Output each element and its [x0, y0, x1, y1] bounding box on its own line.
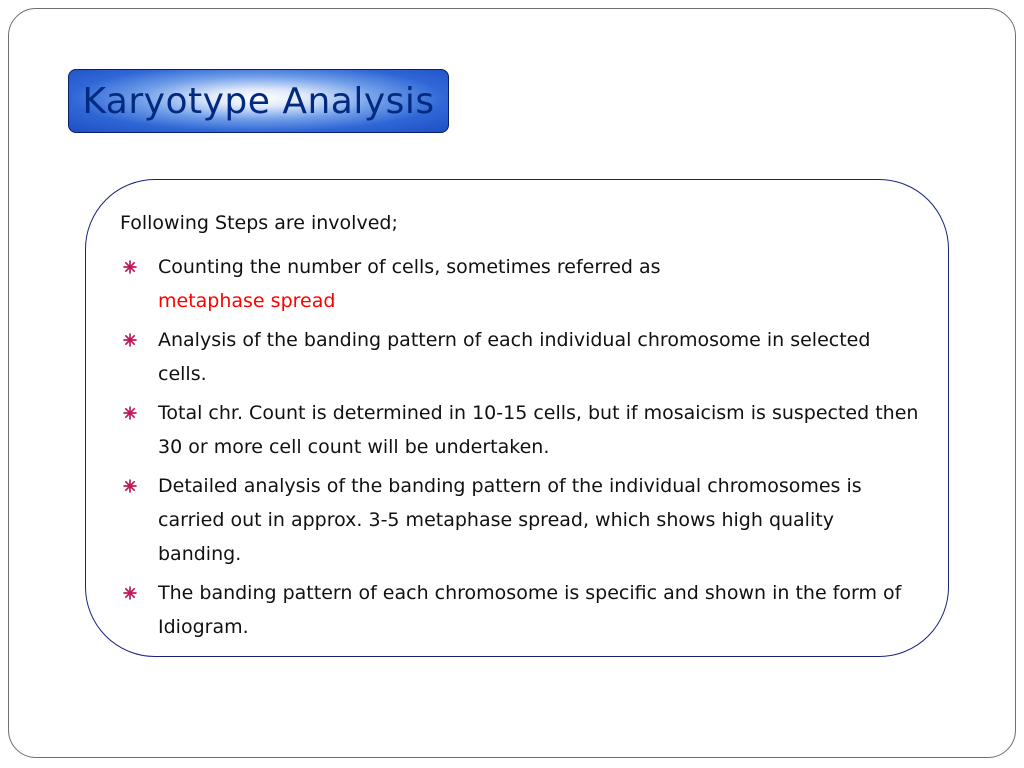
bullet-item-2: [120, 323, 920, 391]
bullet-item-1: [120, 250, 920, 318]
asterisk-bullet-icon: [120, 323, 140, 357]
bullet-item-4: [120, 469, 920, 571]
bullet-text-5: The banding pattern of each chromosome is specific and shown in the form of Idiogram.: [158, 582, 902, 638]
asterisk-bullet-icon: [120, 396, 140, 430]
bullet-highlight-1: metaphase spread: [158, 290, 336, 312]
bullet-text-1: Counting the number of cells, sometimes referred as: [158, 256, 661, 278]
bullet-item-5: [120, 576, 920, 644]
asterisk-bullet-icon: [120, 469, 140, 503]
asterisk-bullet-icon: [120, 250, 140, 284]
bullet-text-2: Analysis of the banding pattern of each individual chromosome in selected cells.: [158, 329, 871, 385]
intro-text: Following Steps are involved;: [120, 212, 398, 234]
title-box: [68, 69, 449, 133]
bullet-text-4: Detailed analysis of the banding pattern of the individual chromosomes is carried out in approx. 3-5 metaphase spread, which shows high quality banding.: [158, 475, 862, 565]
bullet-text-3: Total chr. Count is determined in 10-15 cells, but if mosaicism is suspected then 30 or more cell count will be undertaken.: [158, 402, 919, 458]
bullet-item-3: [120, 396, 920, 464]
asterisk-bullet-icon: [120, 576, 140, 610]
slide-title: Karyotype Analysis: [82, 80, 435, 122]
slide-frame: [8, 8, 1016, 758]
bullet-list: [120, 250, 920, 649]
content-box: [85, 179, 949, 657]
